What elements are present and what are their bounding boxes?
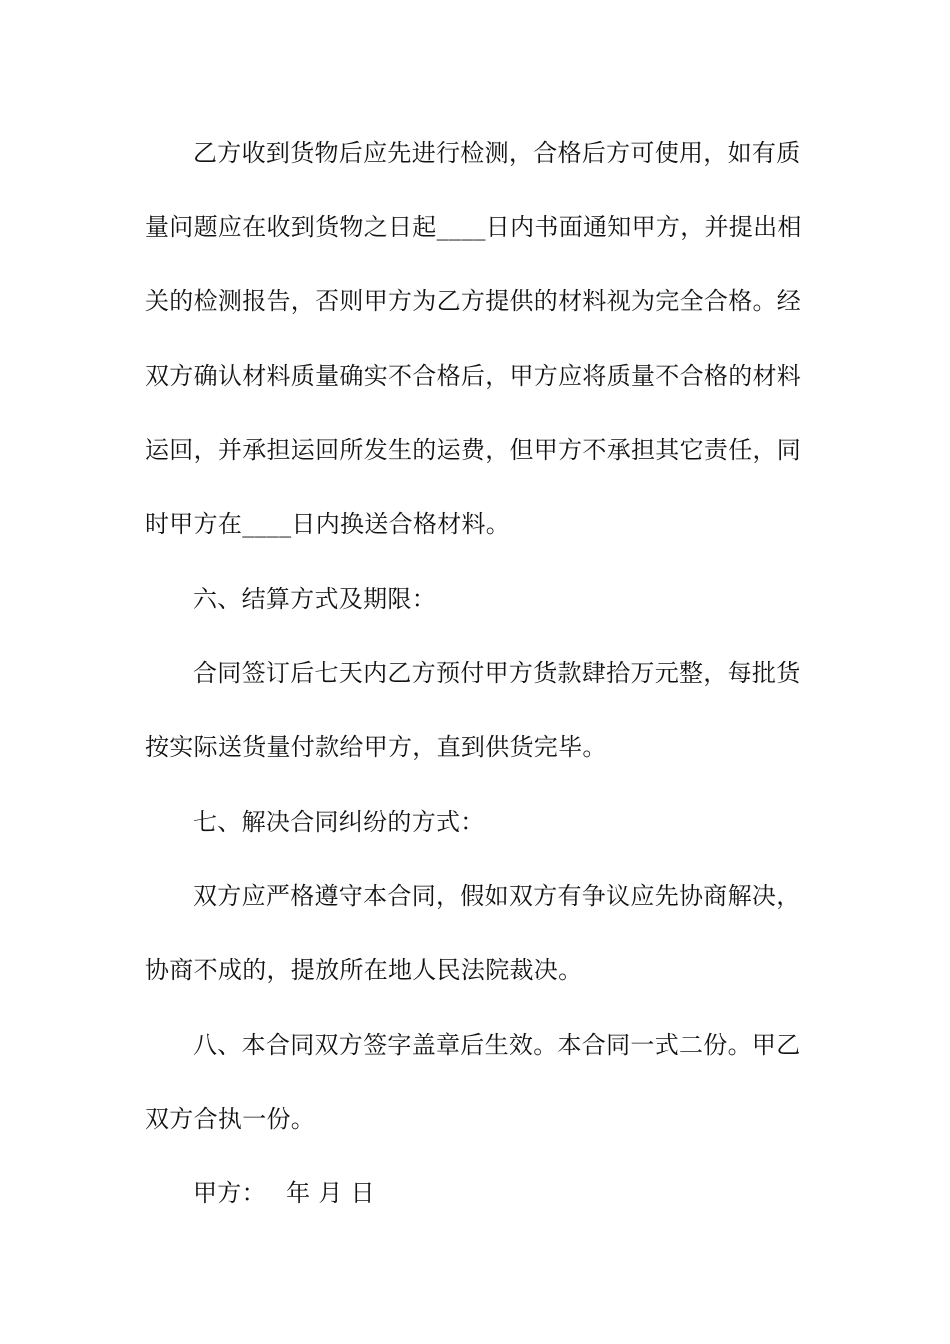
paragraph-effectiveness-line-2: 双方合执一份。 <box>145 1105 316 1133</box>
paragraph-payment-line-2: 按实际送货量付款给甲方，直到供货完毕。 <box>145 733 607 761</box>
section-heading-settlement: 六、结算方式及期限： <box>193 585 436 613</box>
paragraph-quality-inspection-line-1: 乙方收到货物后应先进行检测，合格后方可使用，如有质 <box>193 139 801 167</box>
signature-line-party-a: 甲方： 年 月 日 <box>193 1179 375 1207</box>
paragraph-effectiveness-line-1: 八、本合同双方签字盖章后生效。本合同一式二份。甲乙 <box>193 1031 801 1059</box>
paragraph-payment-line-1: 合同签订后七天内乙方预付甲方货款肆拾万元整，每批货 <box>193 659 801 687</box>
paragraph-quality-inspection-line-3: 关的检测报告，否则甲方为乙方提供的材料视为完全合格。经 <box>145 287 802 315</box>
paragraph-quality-inspection-line-2: 量问题应在收到货物之日起____日内书面通知甲方，并提出相 <box>145 213 802 241</box>
paragraph-quality-inspection-line-6: 时甲方在____日内换送合格材料。 <box>145 510 511 538</box>
paragraph-disputes-line-2: 协商不成的，提放所在地人民法院裁决。 <box>145 956 583 984</box>
section-heading-disputes: 七、解决合同纠纷的方式： <box>193 808 485 836</box>
paragraph-quality-inspection-line-4: 双方确认材料质量确实不合格后，甲方应将质量不合格的材料 <box>145 362 802 390</box>
paragraph-disputes-line-1: 双方应严格遵守本合同，假如双方有争议应先协商解决， <box>193 882 801 910</box>
paragraph-quality-inspection-line-5: 运回，并承担运回所发生的运费，但甲方不承担其它责任，同 <box>145 436 802 464</box>
